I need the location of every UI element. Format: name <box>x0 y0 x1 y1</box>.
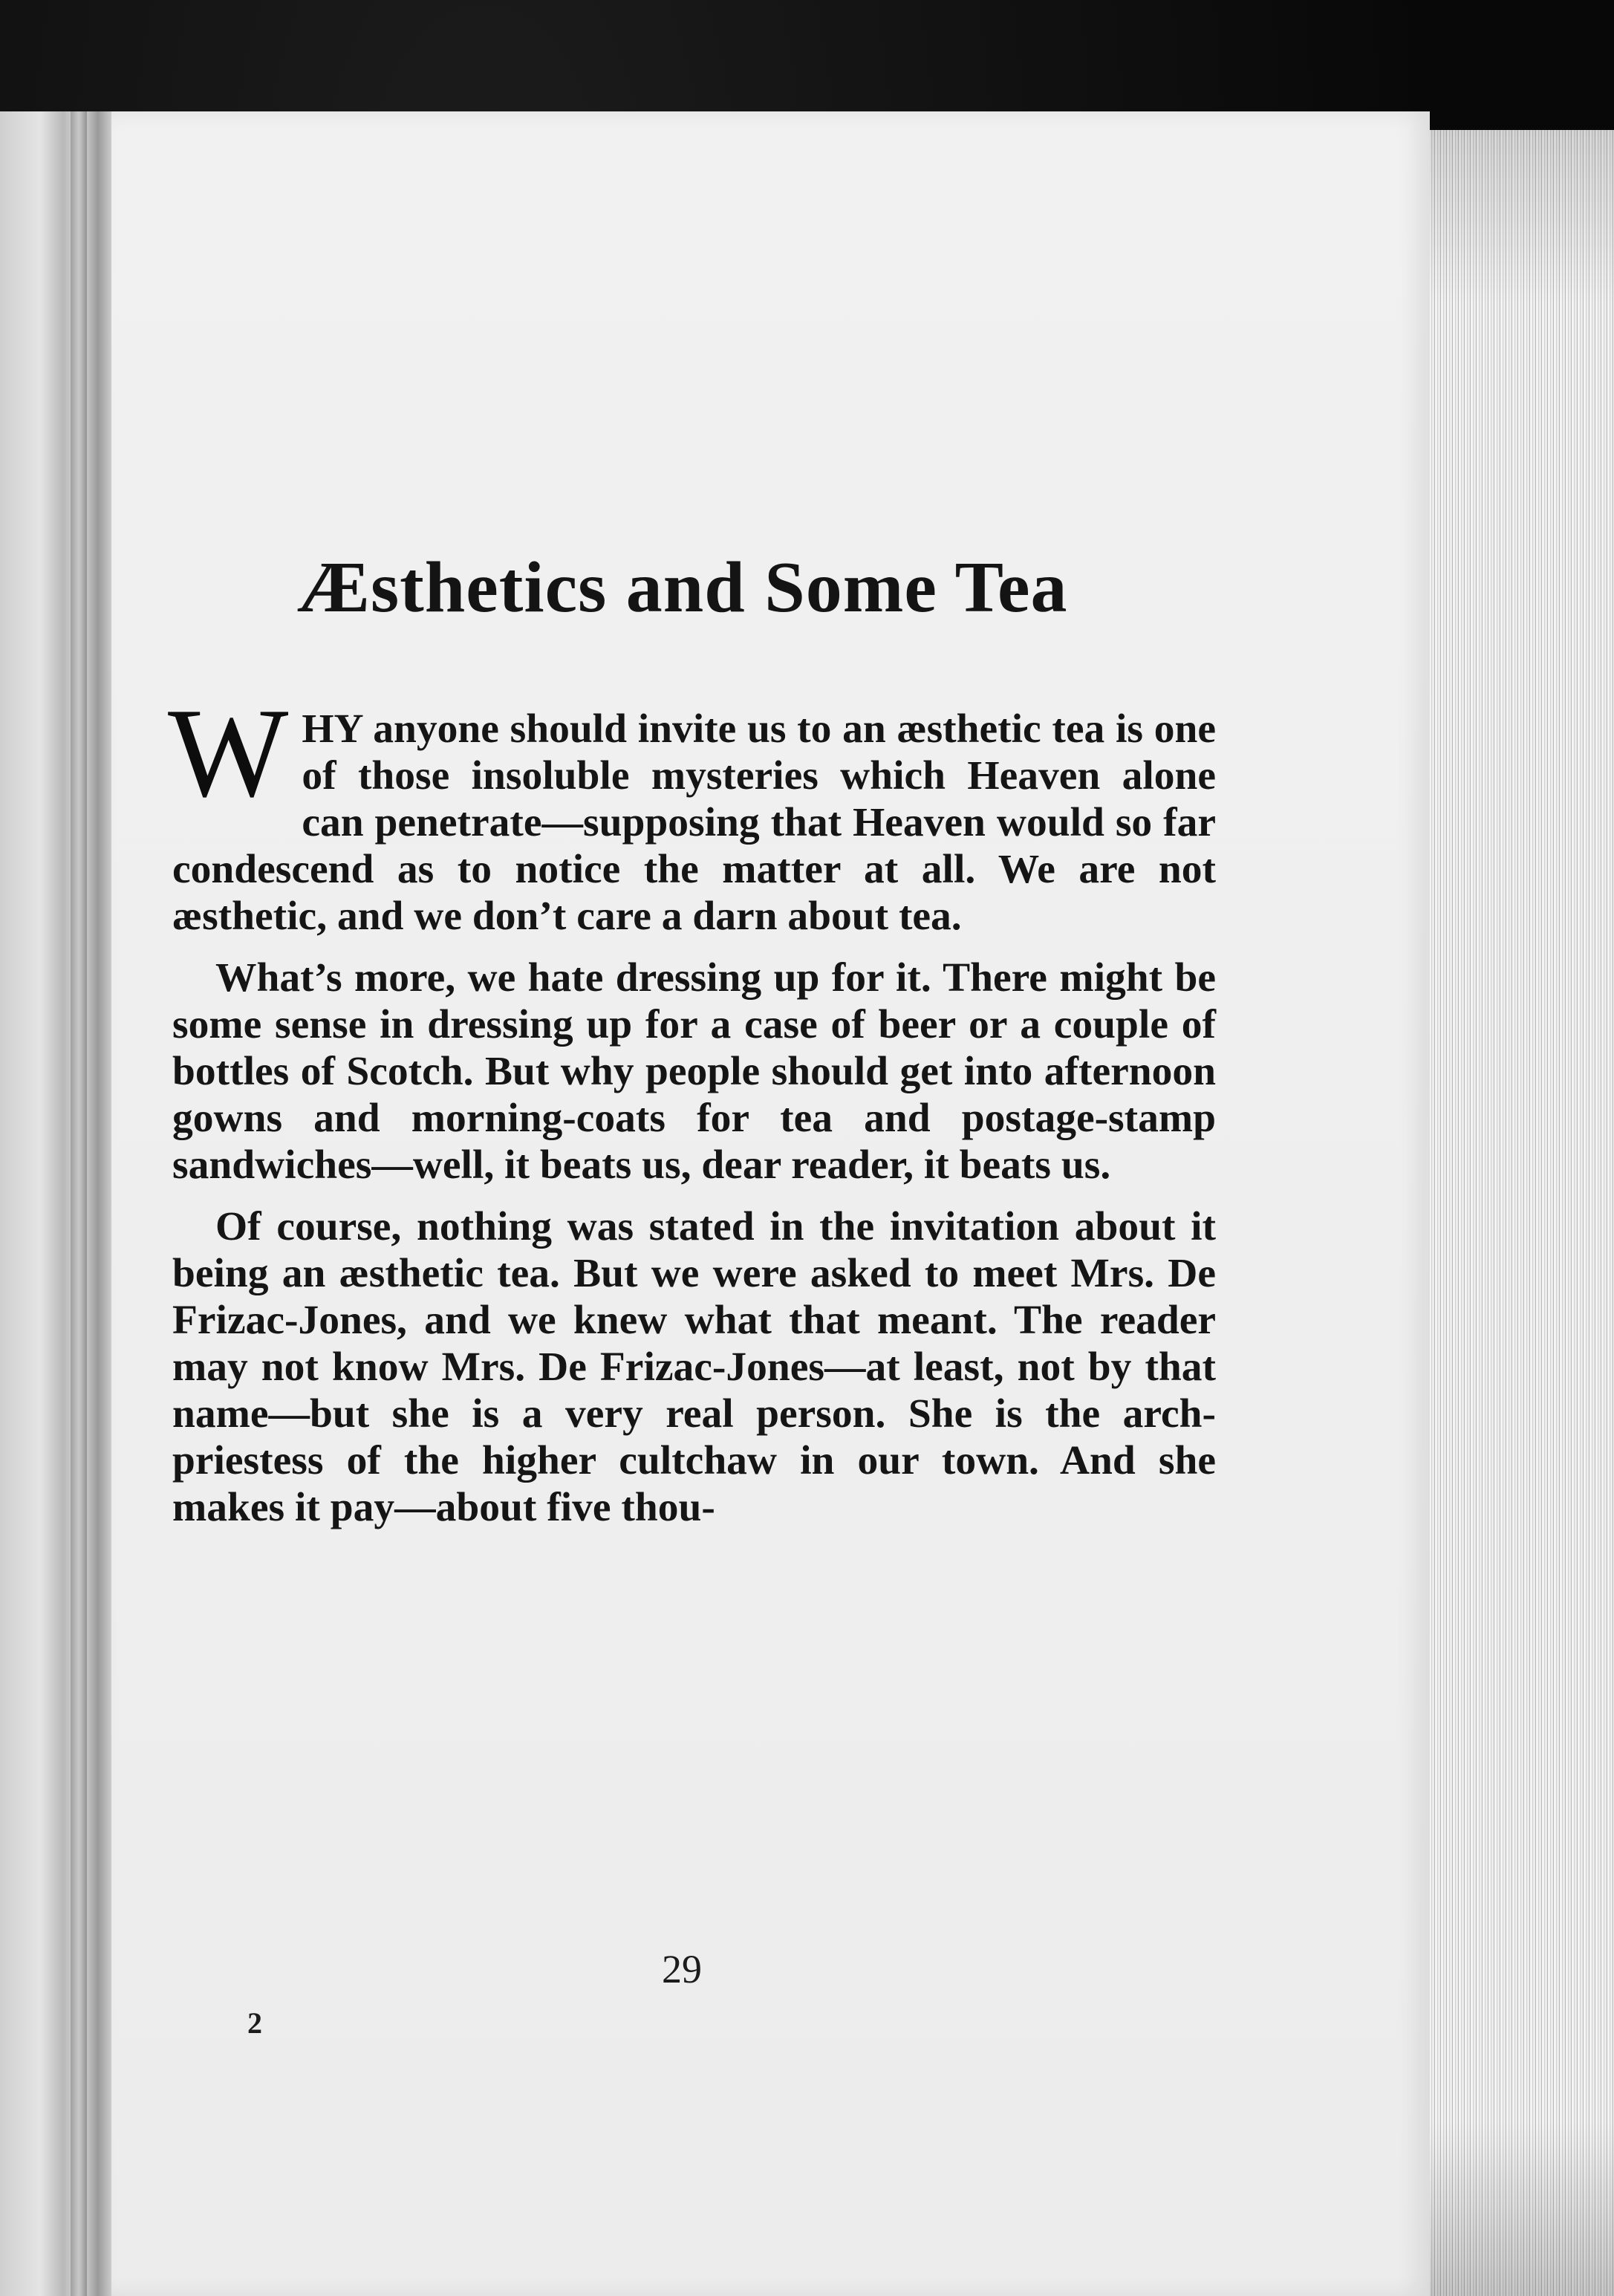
left-page-edge <box>0 111 115 2296</box>
paragraph-2: What’s more, we hate dressing up for it. There might be some sense in dressing up for a case of beer or a couple of bottles of Scotch. But why people should get into afternoon gowns and morning-coats for tea and postage-stamp sandwiches—well, it beats us, dear reader, it beats us. <box>172 955 1216 1188</box>
paragraph-1-text: HY anyone should invite us to an æsthetic tea is one of those insoluble mysteries which Heaven alone can penetrate—supposing that Heaven would so far condescend as to notice the matter at all. We are not æsthetic, and we don’t care a darn about tea. <box>172 706 1216 939</box>
page-number: 29 <box>662 1947 702 1991</box>
page-block-edge <box>1411 130 1614 2296</box>
paragraph-3: Of course, nothing was stated in the invitation about it being an æsthetic tea. But we were asked to meet Mrs. De Frizac-Jones, and we knew what that meant. The reader may not know Mrs. De Frizac-Jones—at least, not by that name—but she is a very real person. She is the arch-priestess of the higher cultchaw in our town. And she makes it pay—about five thou- <box>172 1204 1216 1530</box>
drop-cap: W <box>168 683 289 824</box>
chapter-title: Æsthetics and Some Tea <box>297 547 1068 628</box>
signature-mark: 2 <box>247 2006 262 2040</box>
body-text <box>168 683 1216 1531</box>
paragraph-1 <box>168 683 1216 940</box>
